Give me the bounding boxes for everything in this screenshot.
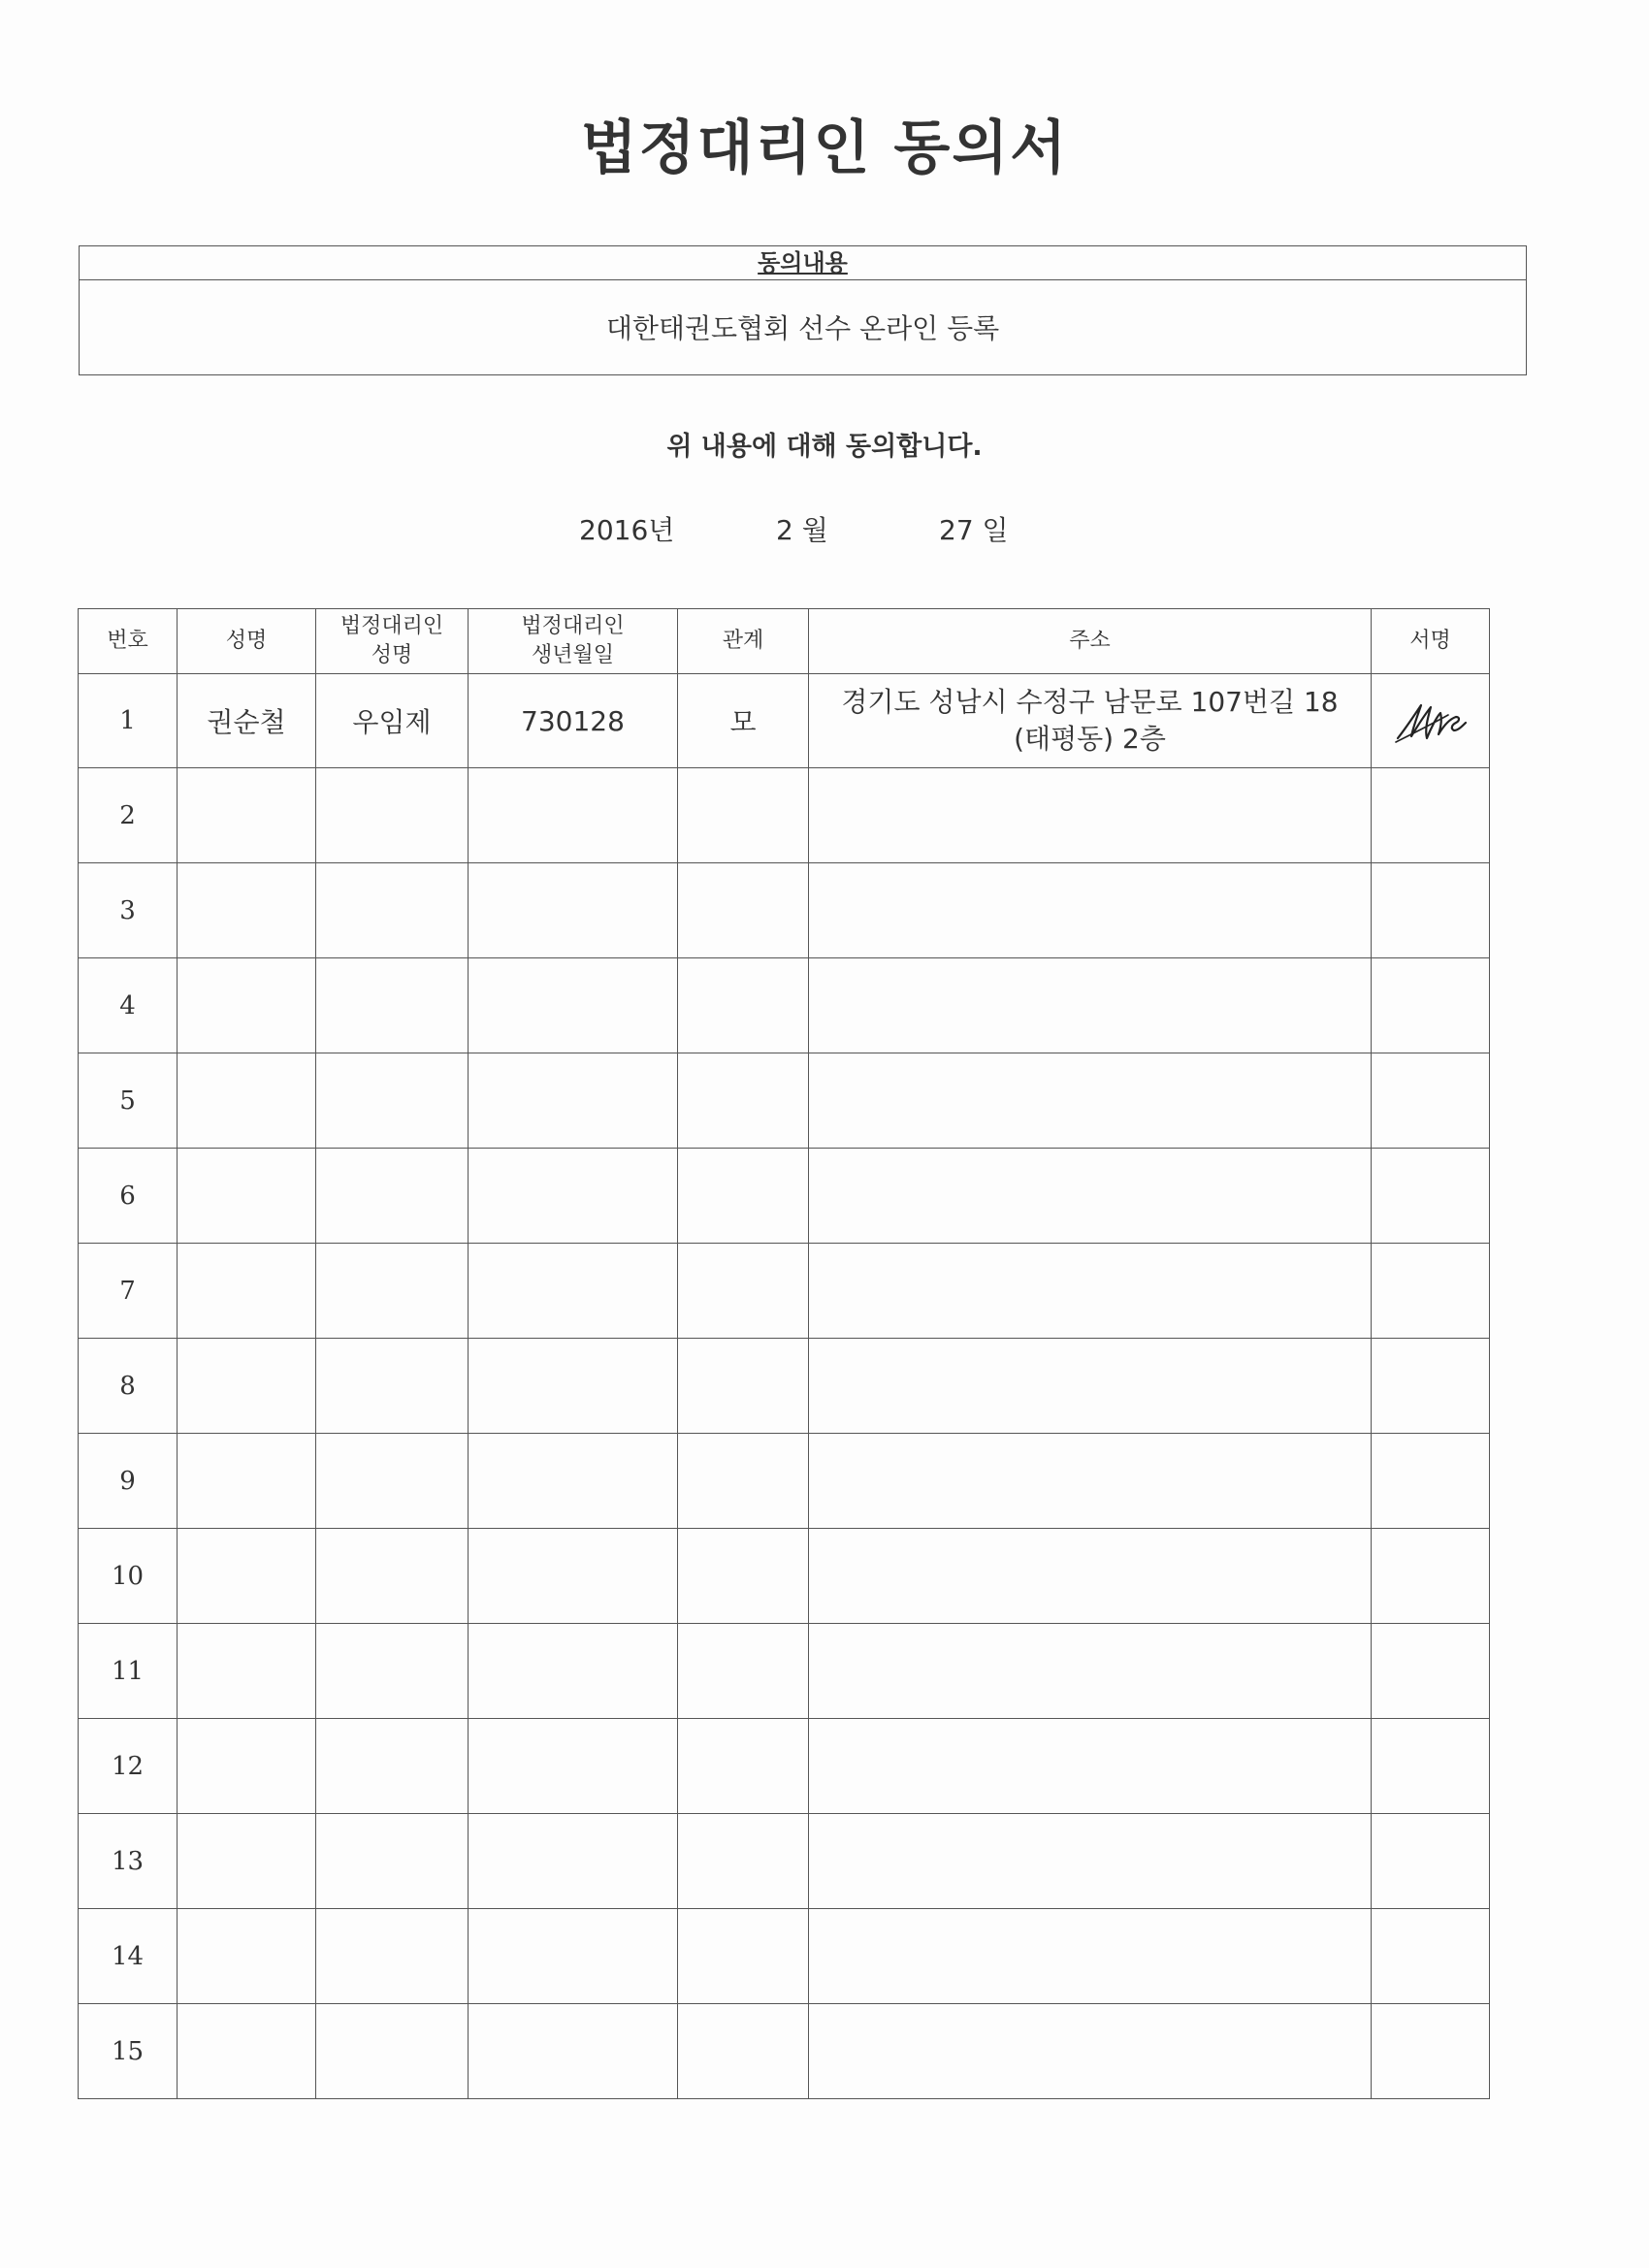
cell-guardian-name — [316, 2004, 469, 2099]
cell-guardian-birth — [469, 1244, 678, 1339]
table-row — [79, 1053, 1490, 1149]
header-relation: 관계 — [678, 609, 809, 674]
cell-name — [178, 1149, 316, 1244]
cell-guardian-birth — [469, 768, 678, 863]
cell-signature — [1372, 1719, 1490, 1814]
date-month: 2 월 — [776, 514, 828, 546]
date-year: 2016년 — [579, 514, 675, 546]
consent-header-label: 동의내용 — [758, 249, 848, 276]
cell-address — [809, 2004, 1372, 2099]
cell-signature — [1372, 2004, 1490, 2099]
cell-address — [809, 1434, 1372, 1529]
cell-address — [809, 1814, 1372, 1909]
cell-relation — [678, 1814, 809, 1909]
header-guardian-name-line2: 성명 — [371, 643, 413, 667]
table-row — [79, 1149, 1490, 1244]
cell-guardian-name — [316, 863, 469, 958]
consent-box — [79, 245, 1527, 375]
cell-relation — [678, 1624, 809, 1719]
cell-name — [178, 863, 316, 958]
cell-signature — [1372, 1529, 1490, 1624]
cell-relation — [678, 863, 809, 958]
cell-relation — [678, 1339, 809, 1434]
header-address: 주소 — [809, 609, 1372, 674]
consent-header — [80, 246, 1526, 280]
cell-no: 3 — [79, 863, 178, 958]
cell-no: 8 — [79, 1339, 178, 1434]
cell-name — [178, 1244, 316, 1339]
cell-guardian-birth — [469, 1909, 678, 2004]
cell-guardian-name — [316, 1529, 469, 1624]
cell-signature — [1372, 1053, 1490, 1149]
cell-guardian-birth — [469, 1624, 678, 1719]
cell-no: 15 — [79, 2004, 178, 2099]
cell-guardian-name — [316, 1434, 469, 1529]
table-row — [79, 674, 1490, 768]
cell-guardian-name: 우임제 — [316, 674, 469, 768]
cell-guardian-name — [316, 958, 469, 1053]
header-signature: 서명 — [1372, 609, 1490, 674]
cell-signature — [1372, 1244, 1490, 1339]
cell-no: 12 — [79, 1719, 178, 1814]
header-no: 번호 — [79, 609, 178, 674]
cell-relation — [678, 768, 809, 863]
table-row — [79, 1244, 1490, 1339]
table-row — [79, 1624, 1490, 1719]
cell-no: 10 — [79, 1529, 178, 1624]
cell-guardian-birth: 730128 — [469, 674, 678, 768]
cell-no: 11 — [79, 1624, 178, 1719]
cell-guardian-name — [316, 768, 469, 863]
cell-name — [178, 1529, 316, 1624]
document-title: 법정대리인 동의서 — [580, 114, 1069, 182]
cell-relation — [678, 1053, 809, 1149]
cell-signature — [1372, 1434, 1490, 1529]
cell-name — [178, 1053, 316, 1149]
cell-address — [809, 674, 1372, 768]
table-row — [79, 2004, 1490, 2099]
header-name: 성명 — [178, 609, 316, 674]
table-row — [79, 1909, 1490, 2004]
consent-content: 대한태권도협회 선수 온라인 등록 — [605, 312, 1000, 344]
cell-no: 13 — [79, 1814, 178, 1909]
cell-guardian-name — [316, 1814, 469, 1909]
cell-address — [809, 1719, 1372, 1814]
empty-rows — [79, 768, 1490, 2099]
table-row — [79, 958, 1490, 1053]
header-guardian-name — [316, 609, 469, 674]
cell-relation — [678, 1434, 809, 1529]
header-guardian-name-line1: 법정대리인 — [340, 614, 444, 638]
cell-guardian-birth — [469, 1339, 678, 1434]
cell-name — [178, 2004, 316, 2099]
cell-relation — [678, 1909, 809, 2004]
header-guardian-birth-line1: 법정대리인 — [521, 614, 625, 638]
cell-guardian-name — [316, 1244, 469, 1339]
cell-signature — [1372, 958, 1490, 1053]
cell-signature — [1372, 1909, 1490, 2004]
table-row — [79, 1719, 1490, 1814]
cell-address — [809, 1529, 1372, 1624]
cell-guardian-birth — [469, 1814, 678, 1909]
cell-guardian-name — [316, 1909, 469, 2004]
cell-guardian-birth — [469, 1053, 678, 1149]
cell-guardian-birth — [469, 1719, 678, 1814]
agreement-statement: 위 내용에 대해 동의합니다. — [666, 432, 983, 462]
cell-relation — [678, 1719, 809, 1814]
cell-name — [178, 768, 316, 863]
cell-signature — [1372, 1149, 1490, 1244]
cell-guardian-name — [316, 1149, 469, 1244]
cell-no: 2 — [79, 768, 178, 863]
table-row — [79, 1434, 1490, 1529]
cell-relation — [678, 1244, 809, 1339]
header-guardian-birth — [469, 609, 678, 674]
header-guardian-birth-line2: 생년월일 — [531, 643, 614, 667]
cell-name — [178, 1719, 316, 1814]
cell-no: 4 — [79, 958, 178, 1053]
cell-guardian-birth — [469, 958, 678, 1053]
date-day: 27 일 — [939, 514, 1009, 546]
cell-no: 6 — [79, 1149, 178, 1244]
cell-no: 9 — [79, 1434, 178, 1529]
table-header-row — [79, 609, 1490, 674]
cell-guardian-name — [316, 1053, 469, 1149]
cell-name: 권순철 — [178, 674, 316, 768]
address-line2: (태평동) 2층 — [1014, 723, 1166, 755]
cell-guardian-birth — [469, 1434, 678, 1529]
cell-guardian-birth — [469, 863, 678, 958]
cell-name — [178, 1624, 316, 1719]
cell-guardian-birth — [469, 1529, 678, 1624]
cell-signature — [1372, 863, 1490, 958]
cell-signature — [1372, 1624, 1490, 1719]
cell-relation — [678, 958, 809, 1053]
cell-address — [809, 1053, 1372, 1149]
table-row — [79, 1814, 1490, 1909]
cell-relation — [678, 2004, 809, 2099]
cell-no: 1 — [79, 674, 178, 768]
cell-name — [178, 1339, 316, 1434]
cell-address — [809, 768, 1372, 863]
cell-signature — [1372, 1339, 1490, 1434]
cell-relation — [678, 1529, 809, 1624]
cell-address — [809, 1909, 1372, 2004]
cell-name — [178, 1434, 316, 1529]
cell-signature — [1372, 1814, 1490, 1909]
cell-no: 14 — [79, 1909, 178, 2004]
cell-name — [178, 958, 316, 1053]
address-line1: 경기도 성남시 수정구 남문로 107번길 18 — [841, 686, 1339, 718]
cell-no: 7 — [79, 1244, 178, 1339]
table-row — [79, 768, 1490, 863]
cell-address — [809, 1244, 1372, 1339]
handwritten-signature-icon — [1392, 692, 1470, 750]
cell-relation — [678, 1149, 809, 1244]
cell-address — [809, 1339, 1372, 1434]
cell-guardian-name — [316, 1719, 469, 1814]
cell-no: 5 — [79, 1053, 178, 1149]
cell-address — [809, 1624, 1372, 1719]
cell-address — [809, 863, 1372, 958]
guardian-table — [78, 608, 1490, 2099]
cell-signature — [1372, 768, 1490, 863]
cell-address — [809, 1149, 1372, 1244]
cell-guardian-birth — [469, 2004, 678, 2099]
cell-address — [809, 958, 1372, 1053]
cell-name — [178, 1814, 316, 1909]
table-row — [79, 1339, 1490, 1434]
cell-guardian-name — [316, 1339, 469, 1434]
cell-name — [178, 1909, 316, 2004]
cell-relation: 모 — [678, 674, 809, 768]
cell-signature — [1372, 674, 1490, 768]
cell-guardian-name — [316, 1624, 469, 1719]
table-row — [79, 863, 1490, 958]
cell-guardian-birth — [469, 1149, 678, 1244]
table-row — [79, 1529, 1490, 1624]
